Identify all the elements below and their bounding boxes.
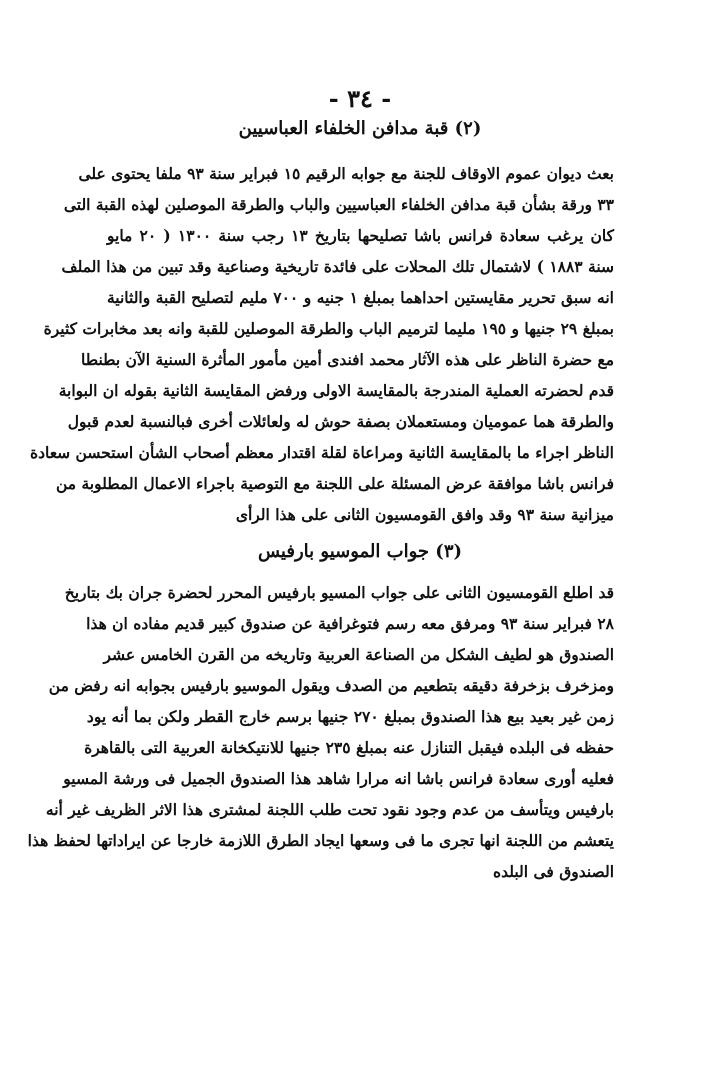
text-line: الصندوق هو لطيف الشكل من الصناعة العربية وتاريخه من القرن الخامس عشر (103, 645, 614, 664)
text-line: قد اطلع القومسيون الثانى على جواب المسيو بارفيس المحرر لحضرة جران بك بتاريخ (64, 583, 614, 602)
text-line: ٢٨ فبراير سنة ٩٣ ومرفق معه رسم فتوغرافية عن صندوق كبير قديم مفاده ان هذا (86, 614, 614, 633)
text-line: يتعشم من اللجنة انها تجرى ما فى وسعها ايجاد الطرق اللازمة خارجا عن ايراداتها لحفظ هذا (27, 831, 614, 850)
text-line: مع حضرة الناظر على هذه الآثار محمد افندى أمين مأمور المأثرة السنية الآن بطنطا (81, 350, 614, 369)
text-line: ومزخرف بزخرفة دقيقه بتطعيم من الصدف ويقول الموسيو بارفيس بجوابه انه رفض من (48, 676, 614, 695)
text-line: بمبلغ ٢٩ جنيها و ١٩٥ مليما لترميم الباب والطرقة الموصلين للقبة وانه بعد مخابرات كثيرة (43, 319, 614, 338)
section-3-body (27, 577, 614, 887)
section-2-body (29, 158, 614, 530)
text-line: والطرقة هما عموميان ومستعملان بصفة حوش له ولعائلات أخرى فبالنسبة لعدم قبول (67, 412, 614, 431)
text-line: الناظر اجراء ما بالمقايسة الثانية ومراعاة لقلة اقتدار معظم أصحاب الشأن استحسن سعادة (29, 443, 614, 462)
text-line: بعث ديوان عموم الاوقاف للجنة مع جوابه الرقيم ١٥ فبراير سنة ٩٣ ملفا يحتوى على (78, 164, 614, 183)
text-line: زمن غير بعيد بيع هذا الصندوق بمبلغ ٢٧٠ جنيها برسم خارج القطر ولكن بما أنه يود (86, 707, 614, 726)
text-line: سنة ١٨٨٣ ) لاشتمال تلك المحلات على فائدة تاريخية وصناعية وقد تبين من هذا الملف (61, 257, 614, 276)
text-line: ٣٣ ورقة بشأن قبة مدافن الخلفاء العباسيين والباب والطرقة الموصلين لهذه القبة التى (63, 195, 614, 214)
text-line: ميزانية سنة ٩٣ وقد وافق القومسيون الثانى على هذا الرأى (235, 505, 614, 524)
text-line: انه سبق تحرير مقايستين احداهما بمبلغ ١ جنيه و ٧٠٠ مليم لتصليح القبة والثانية (107, 288, 614, 307)
text-line: بارفيس ويتأسف من عدم وجود نقود تحت طلب اللجنة لمشترى هذا الاثر الظريف غير أنه (45, 800, 614, 819)
text-line: الصندوق فى البلده (492, 862, 614, 881)
section-3-title: (٣) جواب الموسيو بارفيس (257, 541, 463, 562)
page-number: - ٣٤ - (328, 84, 392, 113)
text-line: كان يرغب سعادة فرانس باشا تصليحها بتاريخ ١٣ رجب سنة ١٣٠٠ ( ٢٠ مايو (107, 226, 614, 245)
text-line: حفظه فى البلده فيقبل التنازل عنه بمبلغ ٢٣٥ جنيها للانتيكخانة العربية التى بالقاهرة (84, 738, 614, 757)
text-line: فرانس باشا موافقة عرض المسئلة على اللجنة مع التوصية باجراء الاعمال المطلوبة من (55, 474, 614, 493)
text-line: قدم لحضرته العملية المندرجة بالمقايسة الاولى ورفض المقايسة الثانية بقوله ان البوابة (58, 381, 614, 400)
section-2-title: (٢) قبة مدافن الخلفاء العباسيين (238, 118, 482, 139)
text-line: فعليه أورى سعادة فرانس باشا انه مرارا شاهد هذا الصندوق الجميل فى ورشة المسيو (63, 769, 614, 788)
